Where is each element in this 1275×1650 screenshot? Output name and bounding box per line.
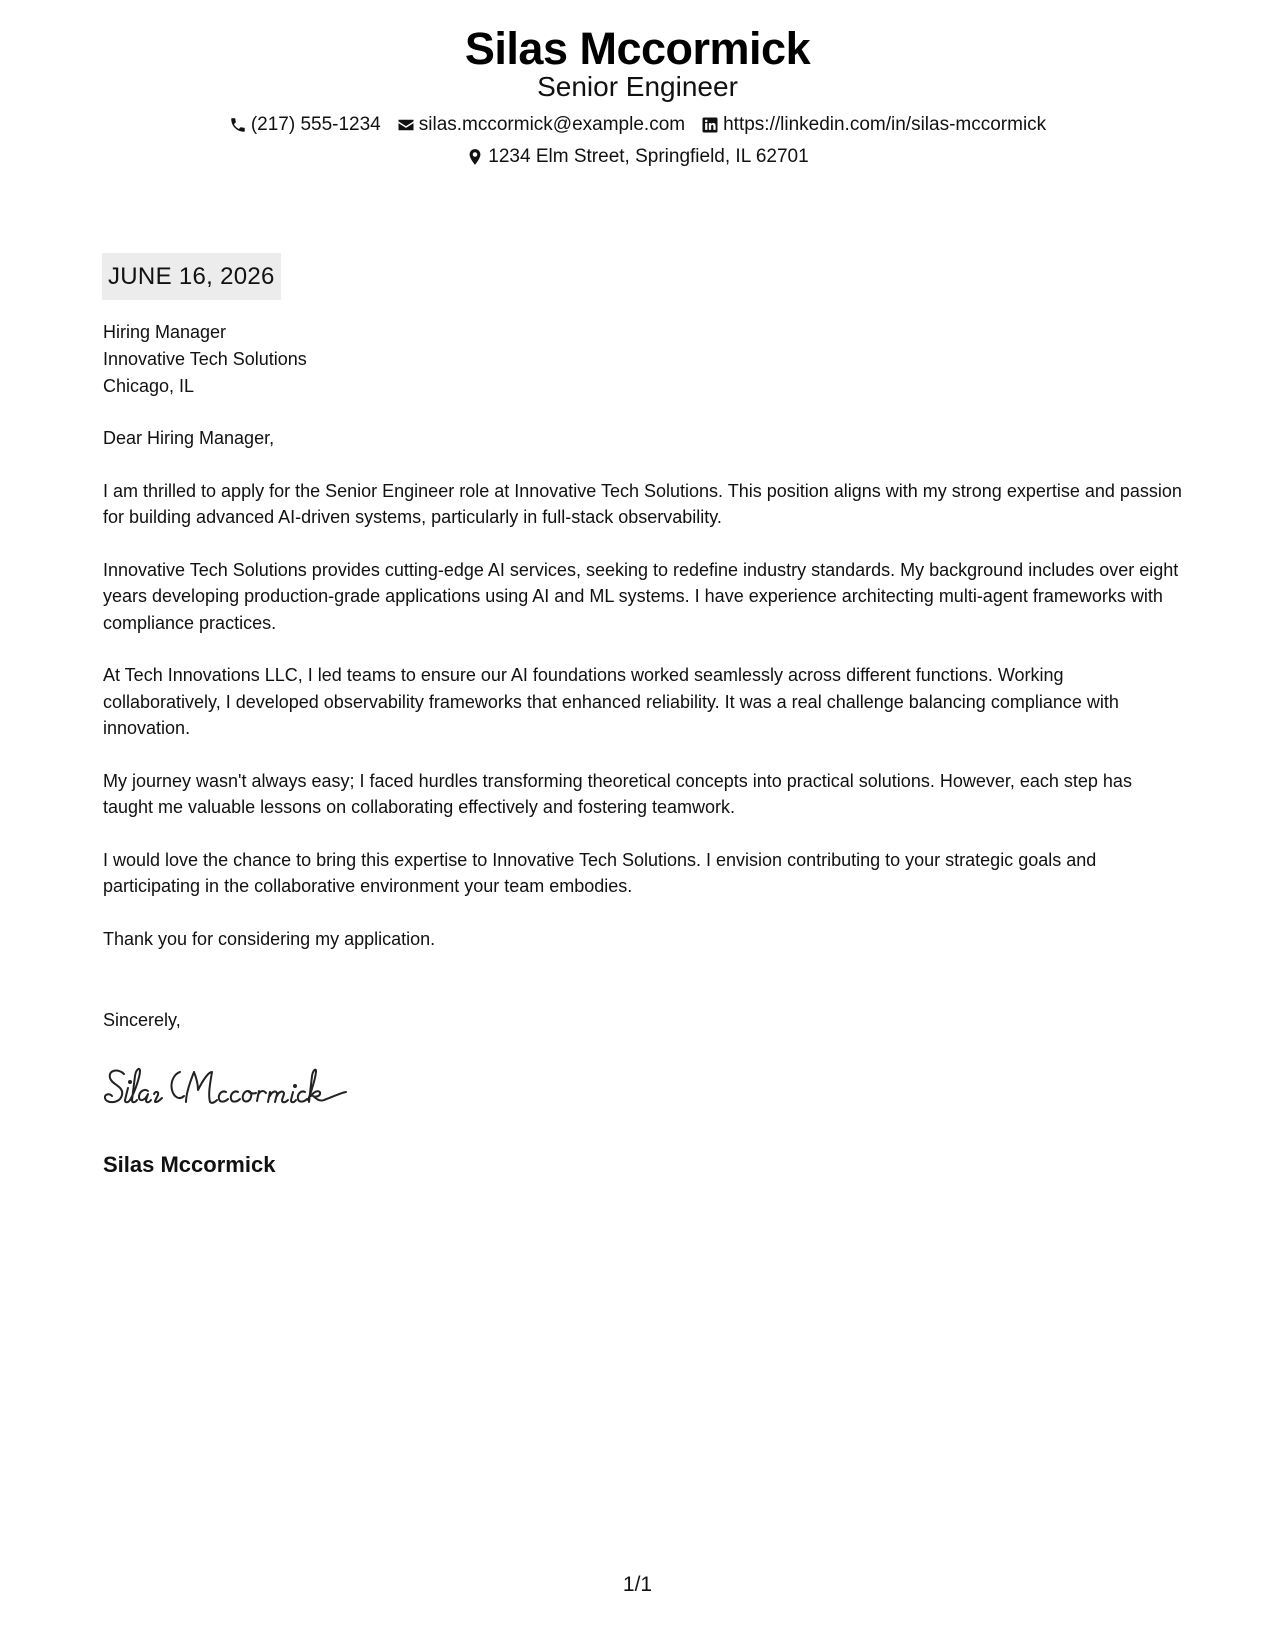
letter-body	[103, 425, 1183, 978]
phone-icon	[229, 116, 247, 134]
paragraph-background: Innovative Tech Solutions provides cutting-edge AI services, seeking to redefine industry standards. My background includes over eight years developing production-grade applications using AI and ML systems. I have experience architecting multi-agent frameworks with compliance practices.	[103, 559, 1179, 633]
map-pin-icon	[466, 148, 484, 166]
street-address: 1234 Elm Street, Springfield, IL 62701	[488, 146, 809, 167]
applicant-title: Senior Engineer	[537, 71, 738, 102]
contact-row	[0, 113, 1275, 137]
contact-phone	[229, 113, 381, 137]
salutation: Dear Hiring Manager,	[103, 428, 275, 448]
paragraph-thanks: Thank you for considering my application.	[103, 928, 436, 949]
contact-email[interactable]	[397, 113, 685, 137]
recipient-location: Chicago, IL	[103, 376, 195, 396]
address-row	[0, 145, 1275, 169]
recipient-block	[103, 319, 307, 400]
paragraph-experience: At Tech Innovations LLC, I led teams to ensure our AI foundations worked seamlessly across different functions. Working collaboratively, I developed observability frameworks that enhanced reliability. It was a real challenge balancing compliance with innovation.	[103, 665, 1119, 738]
letter-date: JUNE 16, 2026	[102, 253, 281, 300]
applicant-name: Silas Mccormick	[464, 23, 811, 74]
paragraph-intro: I am thrilled to apply for the Senior Engineer role at Innovative Tech Solutions. This position aligns with my strong expertise and passion for building advanced AI-driven systems, particularly in full-stack observability.	[103, 480, 1182, 527]
linkedin-icon	[701, 116, 719, 134]
closing: Sincerely,	[103, 1010, 181, 1030]
page-number: 1/1	[622, 1573, 653, 1596]
email-address[interactable]: silas.mccormick@example.com	[418, 114, 686, 135]
phone-number: (217) 555-1234	[250, 114, 381, 135]
paragraph-aspiration: I would love the chance to bring this expertise to Innovative Tech Solutions. I envision contributing to your strategic goals and participating in the collaborative environment your team embodies.	[103, 849, 1097, 896]
contact-linkedin[interactable]	[701, 113, 1046, 137]
recipient-company: Innovative Tech Solutions	[103, 349, 307, 369]
paragraph-journey: My journey wasn't always easy; I faced hurdles transforming theoretical concepts into practical solutions. However, each step has taught me valuable lessons on collaborating effectively and fostering teamwork.	[103, 770, 1132, 817]
linkedin-url[interactable]: https://linkedin.com/in/silas-mccormick	[723, 114, 1047, 135]
recipient-title: Hiring Manager	[103, 322, 227, 342]
envelope-icon	[397, 116, 415, 134]
signer-name: Silas Mccormick	[103, 1152, 276, 1177]
handwritten-signature	[102, 1060, 372, 1116]
contact-address	[466, 145, 808, 169]
